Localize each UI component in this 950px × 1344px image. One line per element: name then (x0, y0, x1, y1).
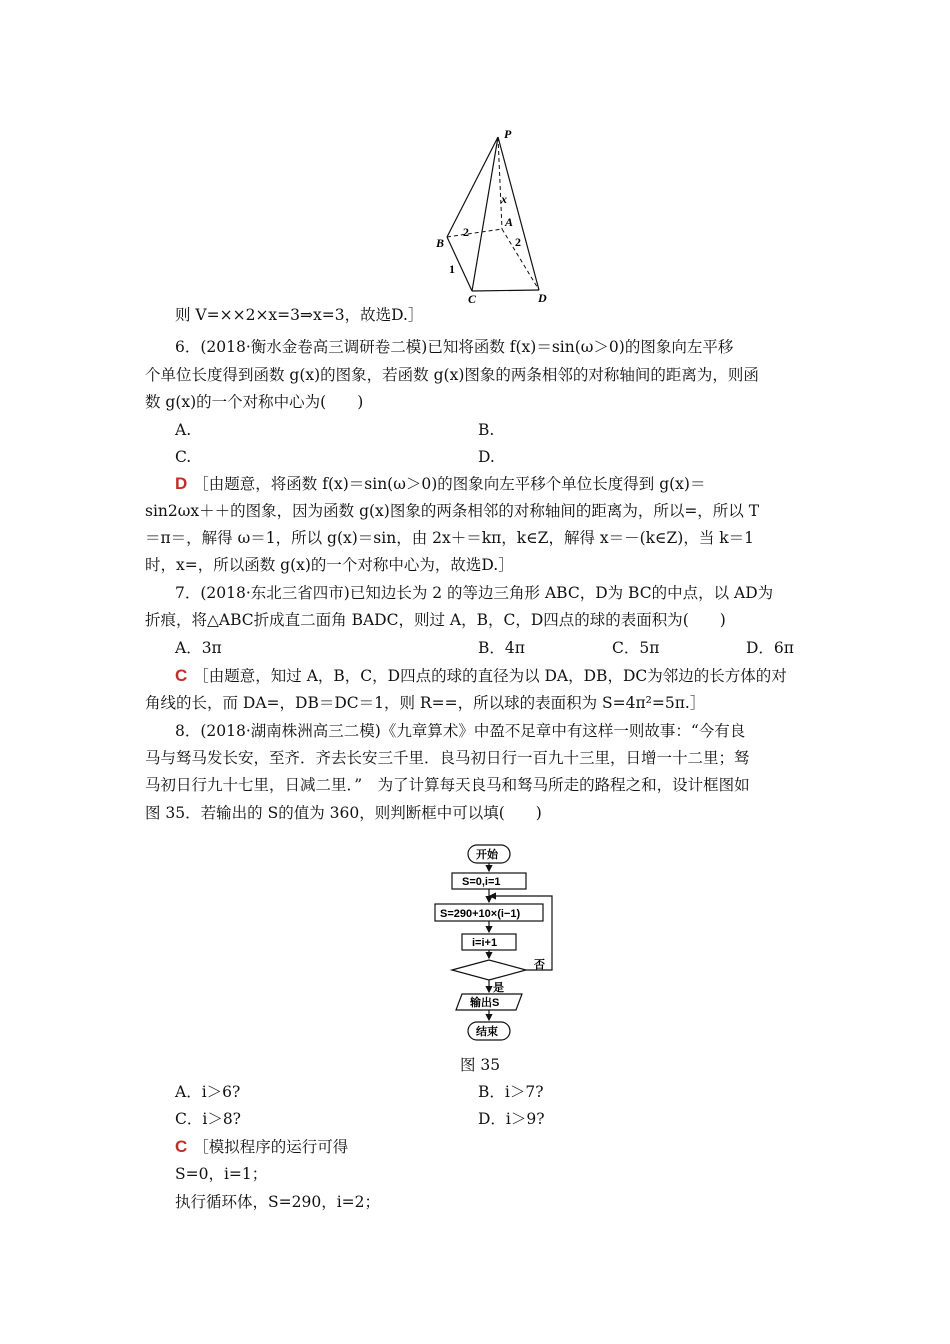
q6-answer-letter: D (175, 474, 188, 493)
q7-answer-letter: C (175, 666, 188, 685)
q7-answer-line-2: 角线的长，而 DA=，DB＝DC＝1，则 R==，所以球的表面积为 S=4π²=5π.］ (145, 694, 706, 712)
flow-init-label: S=0,i=1 (462, 876, 501, 888)
flow-yes-label: 是 (493, 982, 504, 994)
edge-CD (472, 290, 539, 291)
flow-output-label: 输出S (470, 997, 500, 1009)
flow-start-label: 开始 (476, 849, 498, 861)
label-P: P (504, 127, 512, 141)
edge-PB (447, 137, 498, 237)
q6-answer-line-3: ＝π＝，解得 ω＝1，所以 g(x)＝sin，由 2x＋＝kπ，k∈Z，解得 x＝－(k∈Z)，当 k＝1 (145, 529, 755, 547)
flow-end-label: 结束 (476, 1026, 498, 1038)
q8-answer-letter: C (175, 1137, 188, 1156)
q8-option-b: B．i＞7? (478, 1083, 544, 1101)
q8-answer-line-3: 执行循环体，S=290，i=2； (175, 1193, 380, 1211)
label-x: x (501, 192, 507, 206)
flow-compute-label: S=290+10×(i−1) (440, 908, 521, 920)
q8-option-c: C．i＞8? (175, 1110, 241, 1128)
label-D: D (538, 291, 547, 303)
q7-option-a: A．3π (175, 639, 222, 657)
flow-increment-label: i=i+1 (472, 937, 498, 949)
q8-answer-line-1: C ［模拟程序的运行可得 (175, 1137, 349, 1156)
label-C: C (468, 292, 477, 303)
label-A: A (505, 215, 514, 229)
question-6-line-3: 数 g(x)的一个对称中心为( ) (145, 393, 364, 411)
q7-option-c: C．5π (612, 639, 660, 657)
question-8-line-2: 马与驽马发长安，至齐．齐去长安三千里．良马初日行一百九十三里，日增一十二里；驽 (145, 749, 750, 767)
label-BA: 2 (463, 225, 469, 239)
question-6-line-2: 个单位长度得到函数 g(x)的图象，若函数 g(x)图象的两条相邻的对称轴间的距离为，则函 (145, 366, 759, 384)
q8-answer-line-2: S=0，i=1； (175, 1165, 268, 1183)
q7-option-d: D．6π (746, 639, 794, 657)
q6-answer-line-2: sin2ωx＋＋的图象，因为函数 g(x)图象的两条相邻的对称轴间的距离为，所以=，所以 T (145, 502, 760, 520)
edge-BA (447, 229, 502, 237)
q8-option-a: A．i＞6? (175, 1083, 241, 1101)
solution-line: 则 V=××2×x=3⇒x=3，故选D.］ (175, 306, 424, 324)
q7-answer-line-1: C ［由题意，知过 A，B，C，D四点的球的直径为以 DA，DB，DC为邻边的长方体的对 (175, 666, 787, 685)
question-7-line-1: 7．(2018·东北三省四市)已知边长为 2 的等边三角形 ABC，D为 BC的中点，以 AD为 (175, 584, 774, 602)
q6-answer-line-1: D ［由题意，将函数 f(x)＝sin(ω＞0)的图象向左平移个单位长度得到 g(x)＝ (175, 474, 706, 493)
flowchart (430, 840, 570, 1050)
q7-option-b: B．4π (478, 639, 525, 657)
label-B: B (436, 236, 445, 250)
edge-PD (498, 137, 539, 290)
q8-option-d: D．i＞9? (478, 1110, 545, 1128)
flow-decision-node (452, 960, 526, 980)
q6-answer-line-4: 时，x=，所以函数 g(x)的一个对称中心为，故选D.］ (145, 556, 514, 574)
q6-option-a: A. (175, 421, 192, 439)
q6-option-b: B. (478, 421, 495, 439)
q6-option-c: C. (175, 448, 192, 466)
question-6-line-1: 6．(2018·衡水金卷高三调研卷二模)已知将函数 f(x)＝sin(ω＞0)的图象向左平移 (175, 338, 734, 356)
figure-caption: 图 35 (460, 1056, 501, 1074)
flow-no-label: 否 (534, 959, 545, 971)
q6-option-d: D. (478, 448, 495, 466)
question-8-line-3: 马初日行九十七里，日减二里．” 为了计算每天良马和驽马所走的路程之和，设计框图如 (145, 776, 750, 794)
label-AD: 2 (515, 235, 521, 249)
edge-PC (472, 137, 498, 291)
question-7-line-2: 折痕，将△ABC折成直二面角 BADC，则过 A，B，C，D四点的球的表面积为( ) (145, 611, 726, 629)
question-8-line-1: 8．(2018·湖南株洲高三二模)《九章算术》中盈不足章中有这样一则故事：“今有良 (175, 722, 746, 740)
label-BC: 1 (449, 262, 455, 276)
question-8-line-4: 图 35．若输出的 S的值为 360，则判断框中可以填( ) (145, 804, 542, 822)
pyramid-figure (425, 125, 565, 303)
